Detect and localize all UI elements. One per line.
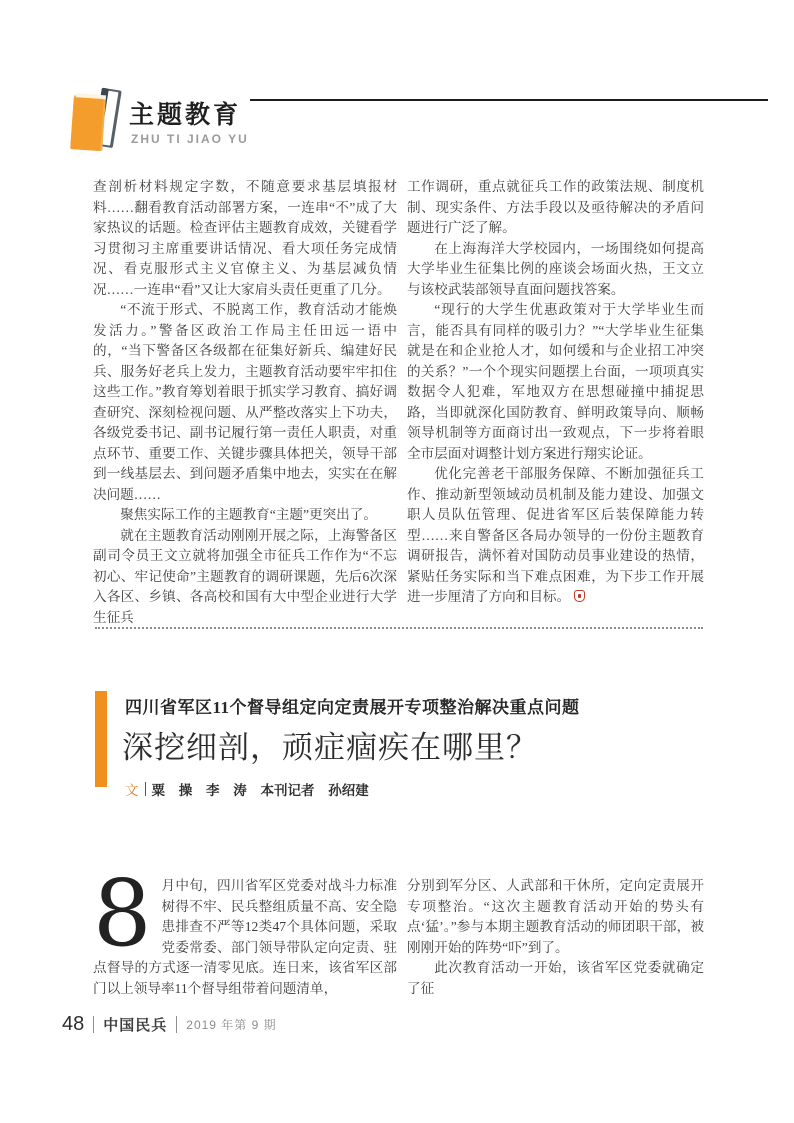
article-top-left-column: [93, 177, 397, 628]
paragraph: 工作调研，重点就征兵工作的政策法规、制度机制、现实条件、方法手段以及亟待解决的矛盾问题进行广泛了解。: [407, 179, 704, 235]
article-bottom-right-column: [407, 876, 704, 999]
article-end-mark-icon: [574, 590, 585, 602]
header-rule: [250, 99, 768, 101]
paragraph: 在上海海洋大学校园内，一场围绕如何提高大学毕业生征集比例的座谈会场面火热，王文立与该校武装部领导直面问题找答案。: [407, 240, 704, 297]
page-number: 48: [62, 1013, 85, 1035]
paragraph: [93, 860, 397, 999]
issue-label: 2019 年第 9 期: [186, 1018, 277, 1032]
article-top-right-column: [407, 177, 704, 608]
paragraph: “不流于形式、不脱离工作，教育活动才能焕发活力。”警备区政治工作局主任田远一语中的，“当下警备区各级都在征集好新兵、编建好民兵、服务好老兵上发力，主题教育活动要牢牢扣住这些工作。”教育筹划着眼于抓实学习教育、搞好调查研究、深刻检视问题、从严整改落实上下功夫，各级党委书记、副书记履行第一责任人职责，对重点环节、重要工作、关键步骤具体把关，领导干部到一线基层去、到问题矛盾集中地去，实实在在解决问题……: [93, 302, 397, 502]
paragraph: 此次教育活动一开始，该省军区党委就确定了征: [407, 960, 704, 996]
section-subtitle: ZHU TI JIAO YU: [131, 132, 249, 146]
footer-divider: [176, 1016, 177, 1033]
paragraph: 聚焦实际工作的主题教育“主题”更突出了。: [120, 507, 377, 522]
paragraph: “现行的大学生优惠政策对于大学毕业生而言，能否具有同样的吸引力？”“大学毕业生征集就是在和企业抢人才，如何缓和与企业招工冲突的关系？”一个个现实问题摆上台面，一项项真实数据令人犯难，军地双方在思想碰撞中捕捉思路，当即就深化国防教育、鲜明政策导向、顺畅领导机制等方面商讨出一致观点，下一步将着眼全市层面对调整计划方案进行翔实论证。: [407, 302, 704, 461]
paragraph: 分别到军分区、人武部和干休所，定向定责展开专项整治。“这次主题教育活动开始的势头有点‘猛’。”参与本期主题教育活动的师团职干部，被刚刚开始的阵势“吓”到了。: [407, 878, 704, 955]
paragraph-text: 月中旬，四川省军区党委对战斗力标准树得不牢、民兵整组质量不高、安全隐患排查不严等12类47个具体问题，采取党委常委、部门领导带队定向定责、驻点督导的方式逐一清零见底。连日来，该省军区部门以上领导率11个督导组带着问题清单，: [93, 878, 397, 996]
magazine-name: 中国民兵: [103, 1018, 168, 1034]
paragraph: 就在主题教育活动刚刚开展之际，上海警备区副司令员王文立就将加强全市征兵工作作为“不忘初心、牢记使命”主题教育的调研课题，先后6次深入各区、乡镇、各高校和国有大中型企业进行大学生征兵: [93, 527, 397, 625]
dotted-separator: [95, 627, 703, 629]
byline-authors: 粟 操 李 涛 本刊记者 孙绍建: [151, 783, 369, 798]
byline-prefix: 文: [125, 783, 139, 798]
byline-divider: [145, 782, 146, 796]
paragraph: 优化完善老干部服务保障、不断加强征兵工作、推动新型领域动员机制及能力建设、加强文职人员队伍管理、促进省军区后装保障能力转型……来自警备区各局办领导的一份份主题教育调研报告，满怀着对国防动员事业建设的热情，紧贴任务实际和当下难点困难，为下步工作开展进一步厘清了方向和目标。: [407, 466, 704, 604]
article-byline: [125, 779, 369, 799]
footer-divider: [93, 1016, 94, 1033]
article-kicker: 四川省军区11个督导组定向定责展开专项整治解决重点问题: [125, 698, 580, 717]
drop-cap: 8: [93, 860, 152, 967]
article-title: 深挖细剖，顽症痼疾在哪里？: [122, 730, 538, 765]
section-title: 主题教育: [129, 101, 242, 129]
article-bottom-left-column: [93, 860, 397, 999]
books-icon: [64, 84, 126, 156]
paragraph: 查剖析材料规定字数，不随意要求基层填报材料……翻看教育活动部署方案，一连串“不”成了大家热议的话题。检查评估主题教育成效，关键看学习贯彻习主席重要讲话情况、看大项任务完成情况、看克服形式主义官僚主义、为基层减负情况……一连串“看”又让大家肩头责任更重了几分。: [93, 179, 397, 297]
headline-accent-bar: [95, 691, 107, 787]
page-footer: [62, 1013, 277, 1036]
